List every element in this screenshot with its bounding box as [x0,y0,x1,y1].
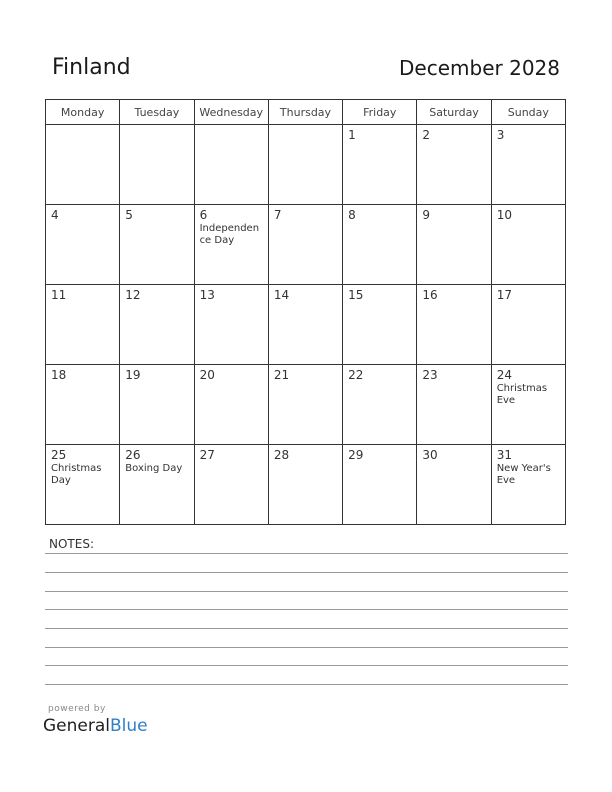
weekday-monday: Monday [46,100,120,125]
month-year-title: December 2028 [399,56,560,80]
day-cell [120,205,194,285]
day-cell [46,365,120,445]
day-cell [194,125,268,205]
day-cell [46,125,120,205]
day-cell [194,285,268,365]
weekday-friday: Friday [343,100,417,125]
day-number: 18 [51,368,67,382]
day-number: 9 [422,208,431,222]
day-cell [491,365,565,445]
day-number: 4 [51,208,59,222]
day-cell [194,365,268,445]
day-cell [194,445,268,525]
day-cell [120,125,194,205]
day-number: 2 [422,128,431,142]
calendar-grid [45,99,566,525]
day-number: 6 [199,208,208,222]
holiday-label: Christmas Eve [496,383,548,406]
note-line [45,647,568,648]
day-number: 5 [125,208,133,222]
day-number: 8 [348,208,356,222]
week-row [46,125,566,205]
day-cell [417,445,491,525]
day-cell [120,445,194,525]
day-cell [491,205,565,285]
note-line [45,628,568,629]
day-number: 17 [496,288,512,302]
day-number: 29 [348,448,364,462]
day-cell [268,445,342,525]
day-number: 26 [125,448,141,462]
day-cell [343,205,417,285]
day-number: 28 [273,448,290,462]
weekday-thursday: Thursday [268,100,342,125]
day-cell [417,365,491,445]
note-line [45,684,568,685]
day-number: 22 [348,368,364,382]
day-cell [491,285,565,365]
day-number: 30 [422,448,438,462]
country-title: Finland [52,55,131,80]
day-number: 14 [273,288,290,302]
calendar-body [46,125,566,525]
day-number: 12 [125,288,141,302]
day-cell [194,205,268,285]
day-cell [268,285,342,365]
day-cell [268,365,342,445]
note-line [45,591,568,592]
day-number: 19 [125,368,141,382]
holiday-label: Christmas Day [51,463,102,486]
day-number: 21 [273,368,290,382]
day-cell [343,285,417,365]
day-number: 13 [199,288,215,302]
day-cell [120,285,194,365]
day-cell [268,125,342,205]
day-number: 3 [496,128,505,142]
powered-by-label: powered by [48,704,106,714]
notes-label: NOTES: [49,537,94,551]
weekday-saturday: Saturday [417,100,491,125]
weekday-tuesday: Tuesday [120,100,194,125]
day-number: 25 [51,448,67,462]
note-line [45,665,568,666]
day-cell [417,205,491,285]
day-number: 31 [496,448,512,462]
note-line [45,572,568,573]
day-cell [417,285,491,365]
brand-logo-part1: General [43,716,110,736]
week-row [46,205,566,285]
day-number: 11 [51,288,67,302]
weekday-wednesday: Wednesday [194,100,268,125]
day-cell [120,365,194,445]
weekday-header-row [46,100,566,125]
day-number: 7 [273,208,282,222]
day-cell [343,365,417,445]
weekday-sunday: Sunday [491,100,565,125]
day-cell [491,125,565,205]
holiday-label: Boxing Day [125,463,183,474]
day-cell [343,125,417,205]
day-number: 10 [496,208,512,222]
day-cell [46,205,120,285]
day-cell [46,445,120,525]
day-cell [417,125,491,205]
week-row [46,285,566,365]
note-line [45,609,568,610]
holiday-label: New Year's Eve [496,463,551,486]
day-cell [343,445,417,525]
day-number: 15 [348,288,364,302]
note-line [45,553,568,554]
day-number: 16 [422,288,438,302]
day-cell [46,285,120,365]
day-number: 27 [199,448,215,462]
week-row [46,445,566,525]
day-cell [268,205,342,285]
day-cell [491,445,565,525]
day-number: 20 [199,368,215,382]
day-number: 23 [422,368,438,382]
brand-logo-part2: Blue [110,716,148,736]
day-number: 24 [496,368,512,382]
day-number: 1 [348,128,356,142]
brand-logo [43,716,148,736]
week-row [46,365,566,445]
holiday-label: Independen ce Day [199,223,260,246]
